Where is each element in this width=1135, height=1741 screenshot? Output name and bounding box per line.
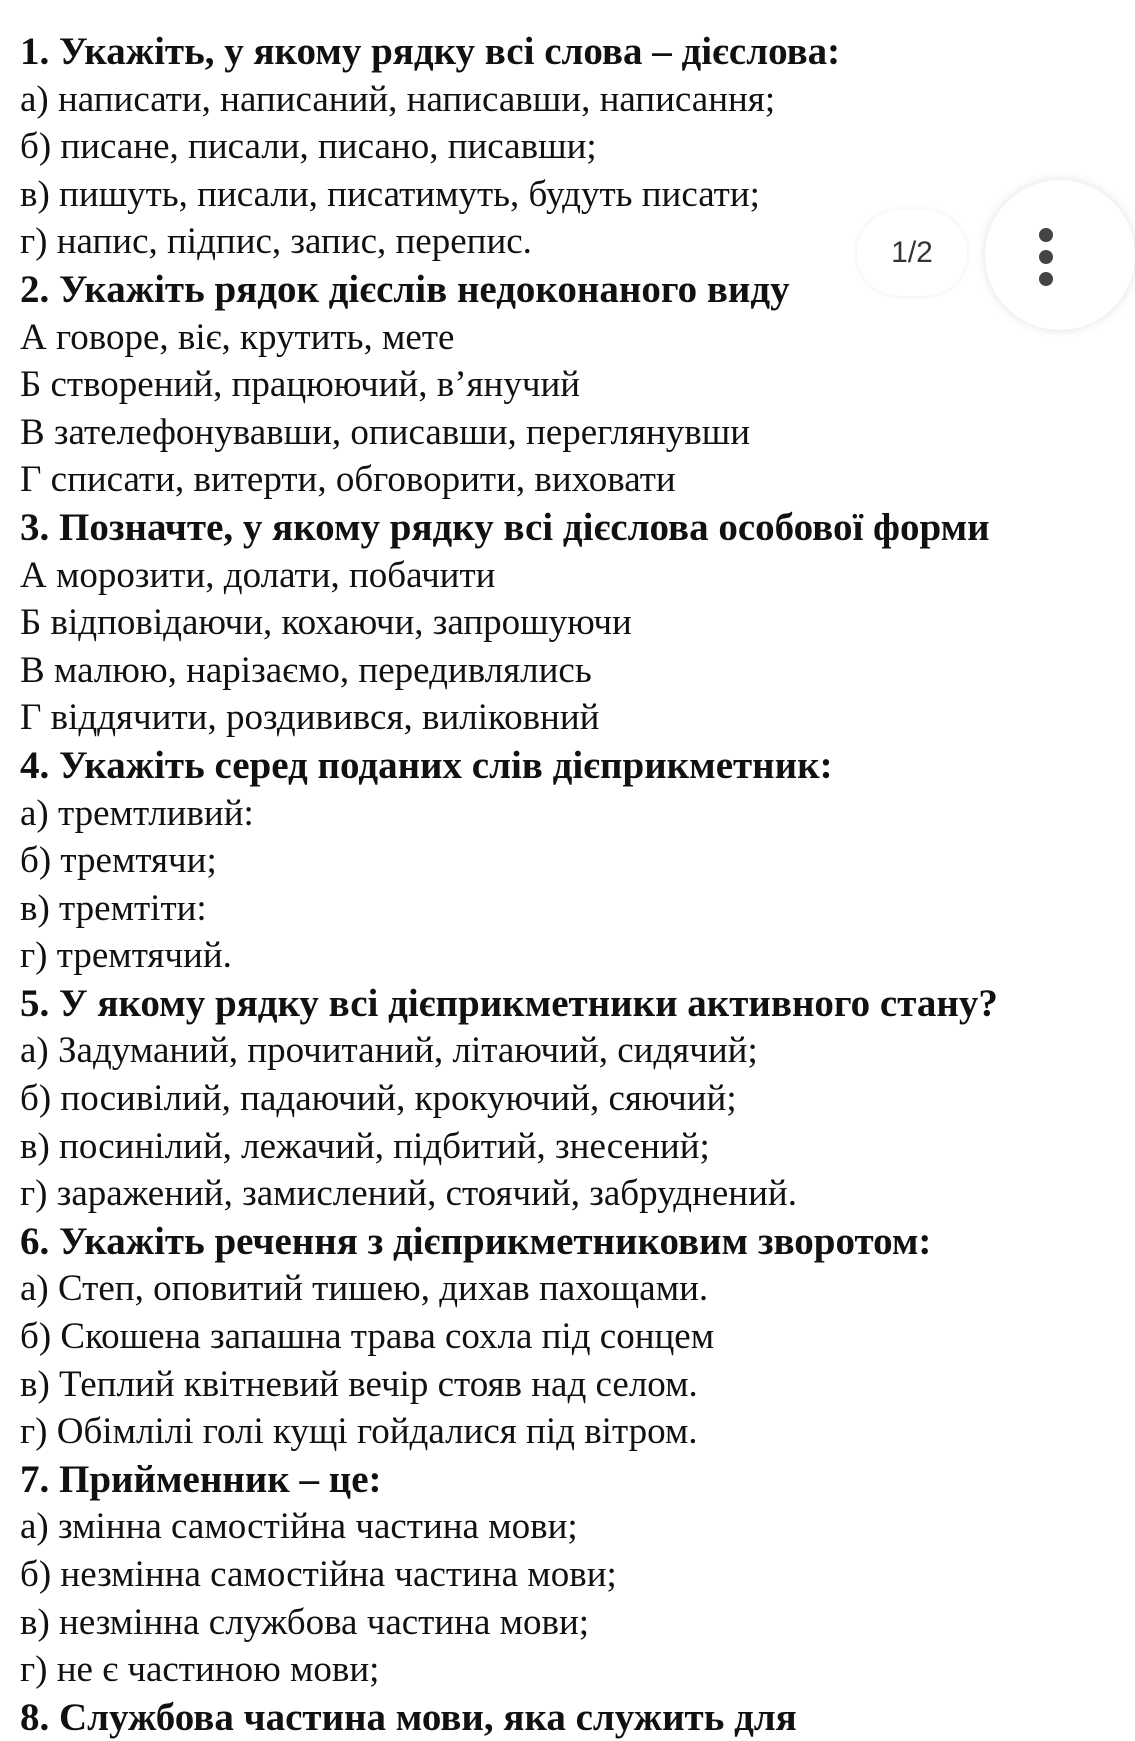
question-5: [20, 980, 1120, 1218]
answer-option: Г списати, витерти, обговорити, виховати: [20, 459, 676, 501]
answer-option: А морозити, долати, побачити: [20, 554, 496, 596]
answer-option: в) Теплий квітневий вечір стояв над селом.: [20, 1363, 698, 1405]
question-title: 1. Укажіть, у якому рядку всі слова – дієслова:: [20, 30, 841, 73]
answer-option: А говоре, віє, крутить, мете: [20, 316, 455, 358]
question-3: [20, 504, 1120, 742]
answer-option: Г віддячити, роздивився, виліковний: [20, 697, 600, 739]
answer-option: а) написати, написаний, написавши, написання;: [20, 78, 776, 120]
answer-option: В зателефонувавши, описавши, переглянувши: [20, 411, 751, 453]
answer-option: а) Задуманий, прочитаний, літаючий, сидячий;: [20, 1030, 758, 1072]
answer-option: В малюю, нарізаємо, передивлялись: [20, 649, 592, 691]
answer-option: г) тремтячий.: [20, 935, 232, 977]
answer-option: а) тремтливий:: [20, 792, 254, 834]
answer-option: в) пишуть, писали, писатимуть, будуть писати;: [20, 173, 760, 215]
answer-option: Б створений, працюючий, в’янучий: [20, 364, 581, 406]
question-title: 2. Укажіть рядок дієслів недоконаного виду: [20, 267, 790, 311]
question-title: 5. У якому рядку всі дієприкметники активного стану?: [20, 981, 998, 1025]
question-title: 3. Позначте, у якому рядку всі дієслова особової форми: [20, 505, 990, 549]
answer-option: б) писане, писали, писано, писавши;: [20, 126, 597, 168]
answer-option: Б відповідаючи, кохаючи, запрошуючи: [20, 602, 632, 644]
answer-option: б) тремтячи;: [20, 840, 217, 882]
question-6: [20, 1218, 1120, 1456]
question-2: [20, 266, 1120, 504]
question-4: [20, 742, 1120, 980]
question-title: 6. Укажіть речення з дієприкметниковим зворотом:: [20, 1219, 932, 1263]
answer-option: в) незмінна службова частина мови;: [20, 1601, 590, 1643]
answer-option: б) незмінна самостійна частина мови;: [20, 1554, 617, 1595]
more-vert-icon[interactable]: [1039, 228, 1055, 288]
answer-option: в) тремтіти:: [20, 887, 207, 929]
answer-option: г) заражений, замислений, стоячий, забруднений.: [20, 1173, 797, 1215]
more-options-button[interactable]: [985, 180, 1135, 330]
question-title: 4. Укажіть серед поданих слів дієприкметник:: [20, 743, 833, 787]
answer-option: б) посивілий, падаючий, крокуючий, сяючий;: [20, 1078, 737, 1120]
page-indicator: 1/2: [857, 210, 967, 296]
answer-option: б) Скошена запашна трава сохла під сонцем: [20, 1316, 715, 1358]
answer-option: г) Обімлілі голі кущі гойдалися під вітром.: [20, 1411, 698, 1453]
question-title: 7. Прийменник – це:: [20, 1457, 382, 1501]
answer-option: а) змінна самостійна частина мови;: [20, 1506, 578, 1548]
cut-off-question-title: 8. Службова частина мови, яка служить для: [20, 1695, 797, 1739]
answer-option: в) посинілий, лежачий, підбитий, знесений;: [20, 1125, 710, 1167]
question-7: [20, 1456, 1120, 1694]
answer-option: а) Степ, оповитий тишею, дихав пахощами.: [20, 1268, 709, 1310]
answer-option: г) не є частиною мови;: [20, 1649, 380, 1691]
document-body: [20, 28, 1120, 1741]
answer-option: г) напис, підпис, запис, перепис.: [20, 221, 532, 263]
